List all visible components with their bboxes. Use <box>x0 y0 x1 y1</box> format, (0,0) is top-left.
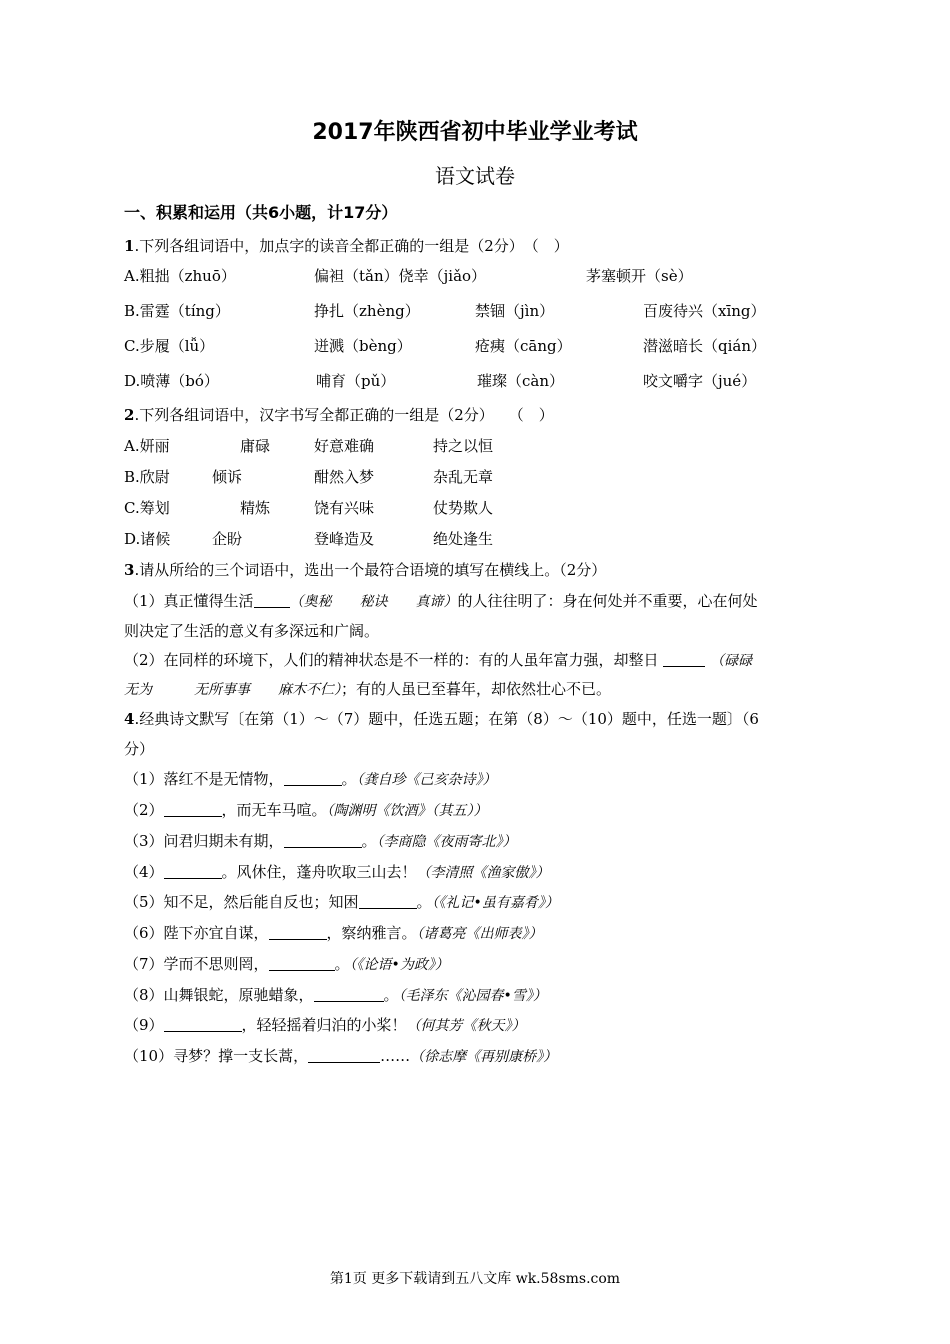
q3-part2-lead: （2）在同样的环境下，人们的精神状态是不一样的：有的人虽年富力强，却整日 <box>124 651 659 669</box>
q1-text: .下列各组词语中，加点字的读音全都正确的一组是（2分） （ ） <box>134 237 569 255</box>
q1-option-b4: 百废待兴（xīng） <box>643 302 766 320</box>
q1-number: 1 <box>124 237 135 255</box>
q4-item-3 <box>124 831 517 852</box>
q4-stem-cont: 分） <box>124 740 155 758</box>
q4-item-6-text: （6）陛下亦宜自谋， <box>124 924 269 942</box>
q2-option-d2: 企盼 <box>212 530 243 548</box>
q4-item-9 <box>124 1015 526 1036</box>
q1-option-a1: A.粗拙（zhuō） <box>124 267 236 285</box>
q2-text: .下列各组词语中，汉字书写全都正确的一组是（2分） （ ） <box>134 406 554 424</box>
q1-option-d2: 哺育（pǔ） <box>316 372 396 390</box>
q1-stem <box>124 236 569 256</box>
q4-item-3-blank[interactable] <box>284 831 362 848</box>
q3-number: 3 <box>124 561 135 579</box>
q4-item-4-source: （李清照《渔家傲》） <box>416 865 550 881</box>
q4-item-10 <box>124 1046 557 1067</box>
q2-option-c4: 仗势欺人 <box>433 499 494 517</box>
q1-option-b3: 禁锢（jìn） <box>475 302 555 320</box>
q2-option-d3: 登峰造及 <box>314 530 375 548</box>
q4-item-10-after: …… <box>380 1047 411 1065</box>
q4-item-2-text: （2） <box>124 801 164 819</box>
q4-number: 4 <box>124 710 135 728</box>
q1-option-c4: 潜滋暗长（qián） <box>643 337 767 355</box>
q1-option-c2: 迸溅（bèng） <box>314 337 412 355</box>
q1-option-a3: 茅塞顿开（sè） <box>586 267 693 285</box>
q4-item-2-source: （陶渊明《饮酒》（其五）） <box>326 803 488 819</box>
q4-item-9-after: ，轻轻摇着归泊的小桨！ <box>241 1016 407 1034</box>
q4-item-4-after: 。风休住，蓬舟吹取三山去！ <box>221 863 417 881</box>
q4-item-2 <box>124 800 488 821</box>
q1-option-d4: 咬文嚼字（jué） <box>643 372 757 390</box>
q2-option-b4: 杂乱无章 <box>433 468 494 486</box>
q4-item-8-text: （8）山舞银蛇，原驰蜡象， <box>124 986 314 1004</box>
q1-option-c1: C.步履（lǚ） <box>124 337 215 355</box>
q4-item-7-after: 。 <box>334 955 350 973</box>
q2-option-d1: D.诸候 <box>124 530 171 548</box>
q3-part1-lead: （1）真正懂得生活 <box>124 592 254 610</box>
q3-part1-options: （奥秘 秘诀 真谛） <box>289 594 458 610</box>
q4-item-6-source: （诸葛亮《出师表》） <box>416 926 543 942</box>
q1-option-b2: 挣扎（zhèng） <box>314 302 420 320</box>
q4-item-4 <box>124 862 550 883</box>
q4-item-6 <box>124 923 543 944</box>
q3-stem <box>124 560 606 580</box>
q4-item-9-source: （何其芳《秋天》） <box>406 1018 526 1034</box>
q2-option-b2: 倾诉 <box>212 468 243 486</box>
q2-option-c2: 精炼 <box>240 499 271 517</box>
q3-part2-tail: ；有的人虽已至暮年，却依然壮心不已。 <box>341 680 612 698</box>
q2-option-a4: 持之以恒 <box>433 437 494 455</box>
q4-item-1-after: 。 <box>341 770 357 788</box>
q2-option-b1: B.欣尉 <box>124 468 170 486</box>
q2-option-c3: 饶有兴味 <box>314 499 375 517</box>
q4-item-5-blank[interactable] <box>359 892 417 909</box>
q3-part2 <box>124 650 752 671</box>
q4-item-8 <box>124 985 547 1006</box>
q4-item-5-source: （《礼记•虽有嘉肴》） <box>431 895 559 911</box>
section-heading: 一、积累和运用（共6小题，计17分） <box>124 203 398 222</box>
q4-item-3-after: 。 <box>361 832 377 850</box>
q4-item-7-source: （《论语•为政》） <box>349 957 449 973</box>
q4-item-8-source: （毛泽东《沁园春•雪》） <box>398 988 547 1004</box>
q1-option-d3: 璀璨（càn） <box>477 372 565 390</box>
q4-item-3-source: （李商隐《夜雨寄北》） <box>376 834 517 850</box>
q3-part1-tail: 的人往往明了：身在何处并不重要，心在何处 <box>457 592 758 610</box>
q2-number: 2 <box>124 406 135 424</box>
q4-item-7-text: （7）学而不思则罔， <box>124 955 269 973</box>
q2-option-c1: C.筹划 <box>124 499 170 517</box>
q2-option-b3: 酣然入梦 <box>314 468 375 486</box>
q2-option-d4: 绝处逢生 <box>433 530 494 548</box>
q2-option-a2: 庸碌 <box>240 437 271 455</box>
q3-part2-options-start: （碌碌 <box>710 653 753 669</box>
q2-option-a3: 好意难确 <box>314 437 375 455</box>
page-footer: 第1页 更多下载请到五八文库 wk.58sms.com <box>329 1271 621 1287</box>
q4-item-1 <box>124 769 497 790</box>
exam-title: 2017年陕西省初中毕业学业考试 <box>312 120 638 145</box>
q4-item-7-blank[interactable] <box>269 954 335 971</box>
q4-item-6-after: ，察纳雅言。 <box>326 924 417 942</box>
q4-item-4-text: （4） <box>124 863 164 881</box>
q1-option-d1: D.喷薄（bó） <box>124 372 219 390</box>
q4-item-4-blank[interactable] <box>164 862 222 879</box>
q4-item-2-after: ，而无车马喧。 <box>221 801 327 819</box>
q4-item-7 <box>124 954 449 975</box>
q1-option-a2: 偏袒（tǎn）侥幸（jiǎo） <box>314 267 487 285</box>
q1-option-b1: B.雷霆（tíng） <box>124 302 230 320</box>
q3-part2-options-end: 无为 无所事事 麻木不仁） <box>124 682 341 698</box>
q3-part1-cont: 则决定了生活的意义有多深远和广阔。 <box>124 622 380 640</box>
q4-item-8-after: 。 <box>383 986 399 1004</box>
q3-blank-2[interactable] <box>663 650 705 667</box>
q4-item-1-source: （龚自珍《己亥杂诗》） <box>356 772 497 788</box>
q4-item-2-blank[interactable] <box>164 800 222 817</box>
q4-item-10-source: （徐志摩《再别康桥》） <box>410 1049 558 1065</box>
exam-subtitle: 语文试卷 <box>435 164 515 188</box>
q4-item-6-blank[interactable] <box>269 923 327 940</box>
q1-option-c3: 疮痍（cāng） <box>475 337 572 355</box>
q4-item-5-text: （5）知不足，然后能自反也；知困 <box>124 893 359 911</box>
q3-blank-1[interactable] <box>254 591 290 608</box>
q3-part2-cont <box>124 679 611 700</box>
q4-item-3-text: （3）问君归期未有期， <box>124 832 284 850</box>
q4-item-8-blank[interactable] <box>314 985 384 1002</box>
q2-stem <box>124 405 554 425</box>
q4-item-9-blank[interactable] <box>164 1015 242 1032</box>
q4-item-10-blank[interactable] <box>308 1046 380 1063</box>
q3-text: .请从所给的三个词语中，选出一个最符合语境的填写在横线上。（2分） <box>134 561 607 579</box>
q4-item-5 <box>124 892 559 913</box>
q2-option-a1: A.妍丽 <box>124 437 170 455</box>
q4-text: .经典诗文默写〔在第（1）～（7）题中，任选五题；在第（8）～（10）题中，任选一题〕（6 <box>134 710 759 728</box>
q4-item-10-text: （10）寻梦？撑一支长蒿， <box>124 1047 309 1065</box>
q4-item-1-text: （1）落红不是无情物， <box>124 770 284 788</box>
q3-part1 <box>124 591 758 612</box>
q4-stem <box>124 709 759 729</box>
q4-item-9-text: （9） <box>124 1016 164 1034</box>
q4-item-1-blank[interactable] <box>284 769 342 786</box>
q4-item-5-after: 。 <box>416 893 432 911</box>
